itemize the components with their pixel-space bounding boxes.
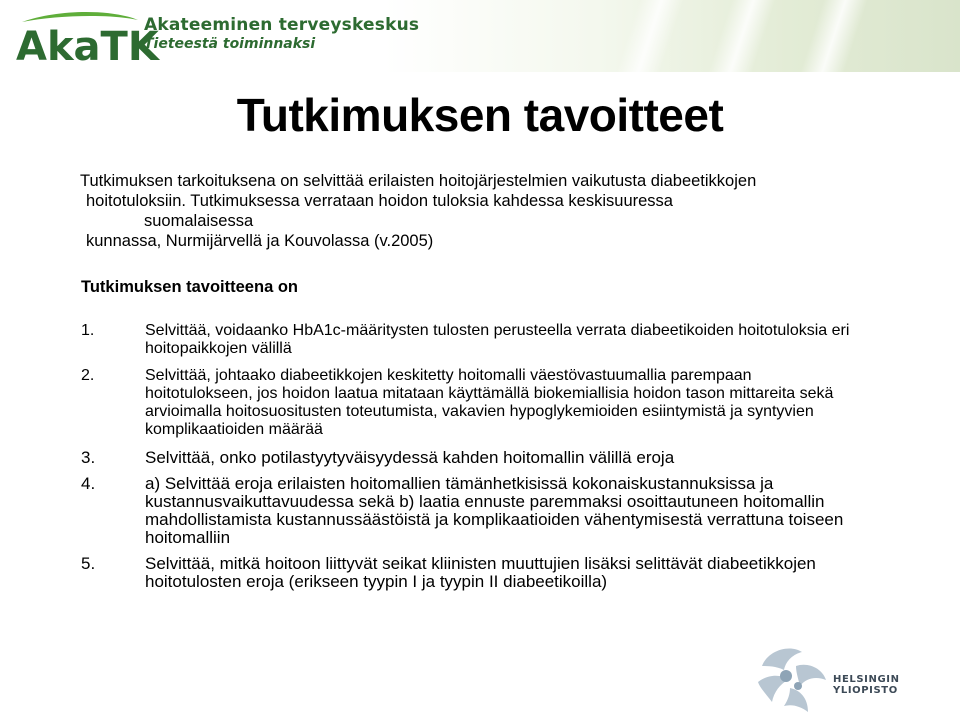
goal-item <box>81 449 861 467</box>
goal-item <box>81 322 861 358</box>
banner-stripe <box>616 0 683 72</box>
goals-list <box>81 322 861 591</box>
goal-number: 2. <box>81 367 95 384</box>
logo-text: AkaTK <box>16 24 159 70</box>
logo-swoosh <box>22 12 138 22</box>
goal-number: 4. <box>81 474 96 493</box>
goal-text: Selvittää, voidaanko HbA1c-määritysten tulosten perusteella verrata diabeetikoiden hoitotuloksia eri hoitopaikkojen välillä <box>145 322 850 357</box>
goal-item <box>81 555 861 591</box>
organization-name: Akateeminen terveyskeskus <box>144 15 420 35</box>
banner-stripe <box>708 0 775 72</box>
goal-text: a) Selvittää eroja erilaisten hoitomallien tämänhetkisissä kokonaiskustannuksissa ja kustannusvaikuttavuudessa sekä b) laatia ennuste paremmaksi osoittautuneen hoitomallin mahdollistamista kustannussäästöistä ja komplikaatioiden vähentymisestä verrattuna toiseen hoitomalliin <box>145 474 844 547</box>
goal-number: 3. <box>81 448 96 467</box>
organization-subtitle: Tieteestä toiminnaksi <box>144 36 316 52</box>
goal-item <box>81 367 861 439</box>
goal-item <box>81 475 861 547</box>
intro-line: suomalaisessa <box>144 212 254 230</box>
university-name: HELSINGIN YLIOPISTO <box>833 674 900 696</box>
goal-number: 1. <box>81 322 95 339</box>
goal-text: Selvittää, mitkä hoitoon liittyvät seikat kliinisten muuttujien lisäksi selittävät diabeetikkojen hoitotulosten eroja (erikseen tyypin I ja tyypin II diabeetikoilla) <box>145 554 816 591</box>
university-emblem-icon <box>756 636 828 716</box>
slide-title: Tutkimuksen tavoitteet <box>236 89 724 141</box>
akatk-logo <box>14 8 159 70</box>
goal-text: Selvittää, johtaako diabeetikkojen keskitetty hoitomalli väestövastuumallia parempaan hoitotulokseen, jos hoidon laatua mitataan käyttämällä biokemiallisia hoidon tason mittareita sekä arvioimalla hoitosuositusten toteutumista, vakavien hypoglykemioiden esiintymistä ja syntyvien komplikaatioiden määrää <box>145 367 834 438</box>
goal-number: 5. <box>81 554 96 573</box>
intro-line: kunnassa, Nurmijärvellä ja Kouvolassa (v.2005) <box>86 232 434 250</box>
goals-heading: Tutkimuksen tavoitteena on <box>81 278 298 296</box>
banner-stripe <box>800 0 867 72</box>
goal-text: Selvittää, onko potilastyytyväisyydessä kahden hoitomallin välillä eroja <box>145 448 675 467</box>
intro-line: Tutkimuksen tarkoituksena on selvittää erilaisten hoitojärjestelmien vaikutusta diabeetikkojen <box>80 172 757 190</box>
intro-paragraph <box>80 171 860 251</box>
intro-line: hoitotuloksiin. Tutkimuksessa verrataan hoidon tuloksia kahdessa keskisuuressa <box>86 192 673 210</box>
